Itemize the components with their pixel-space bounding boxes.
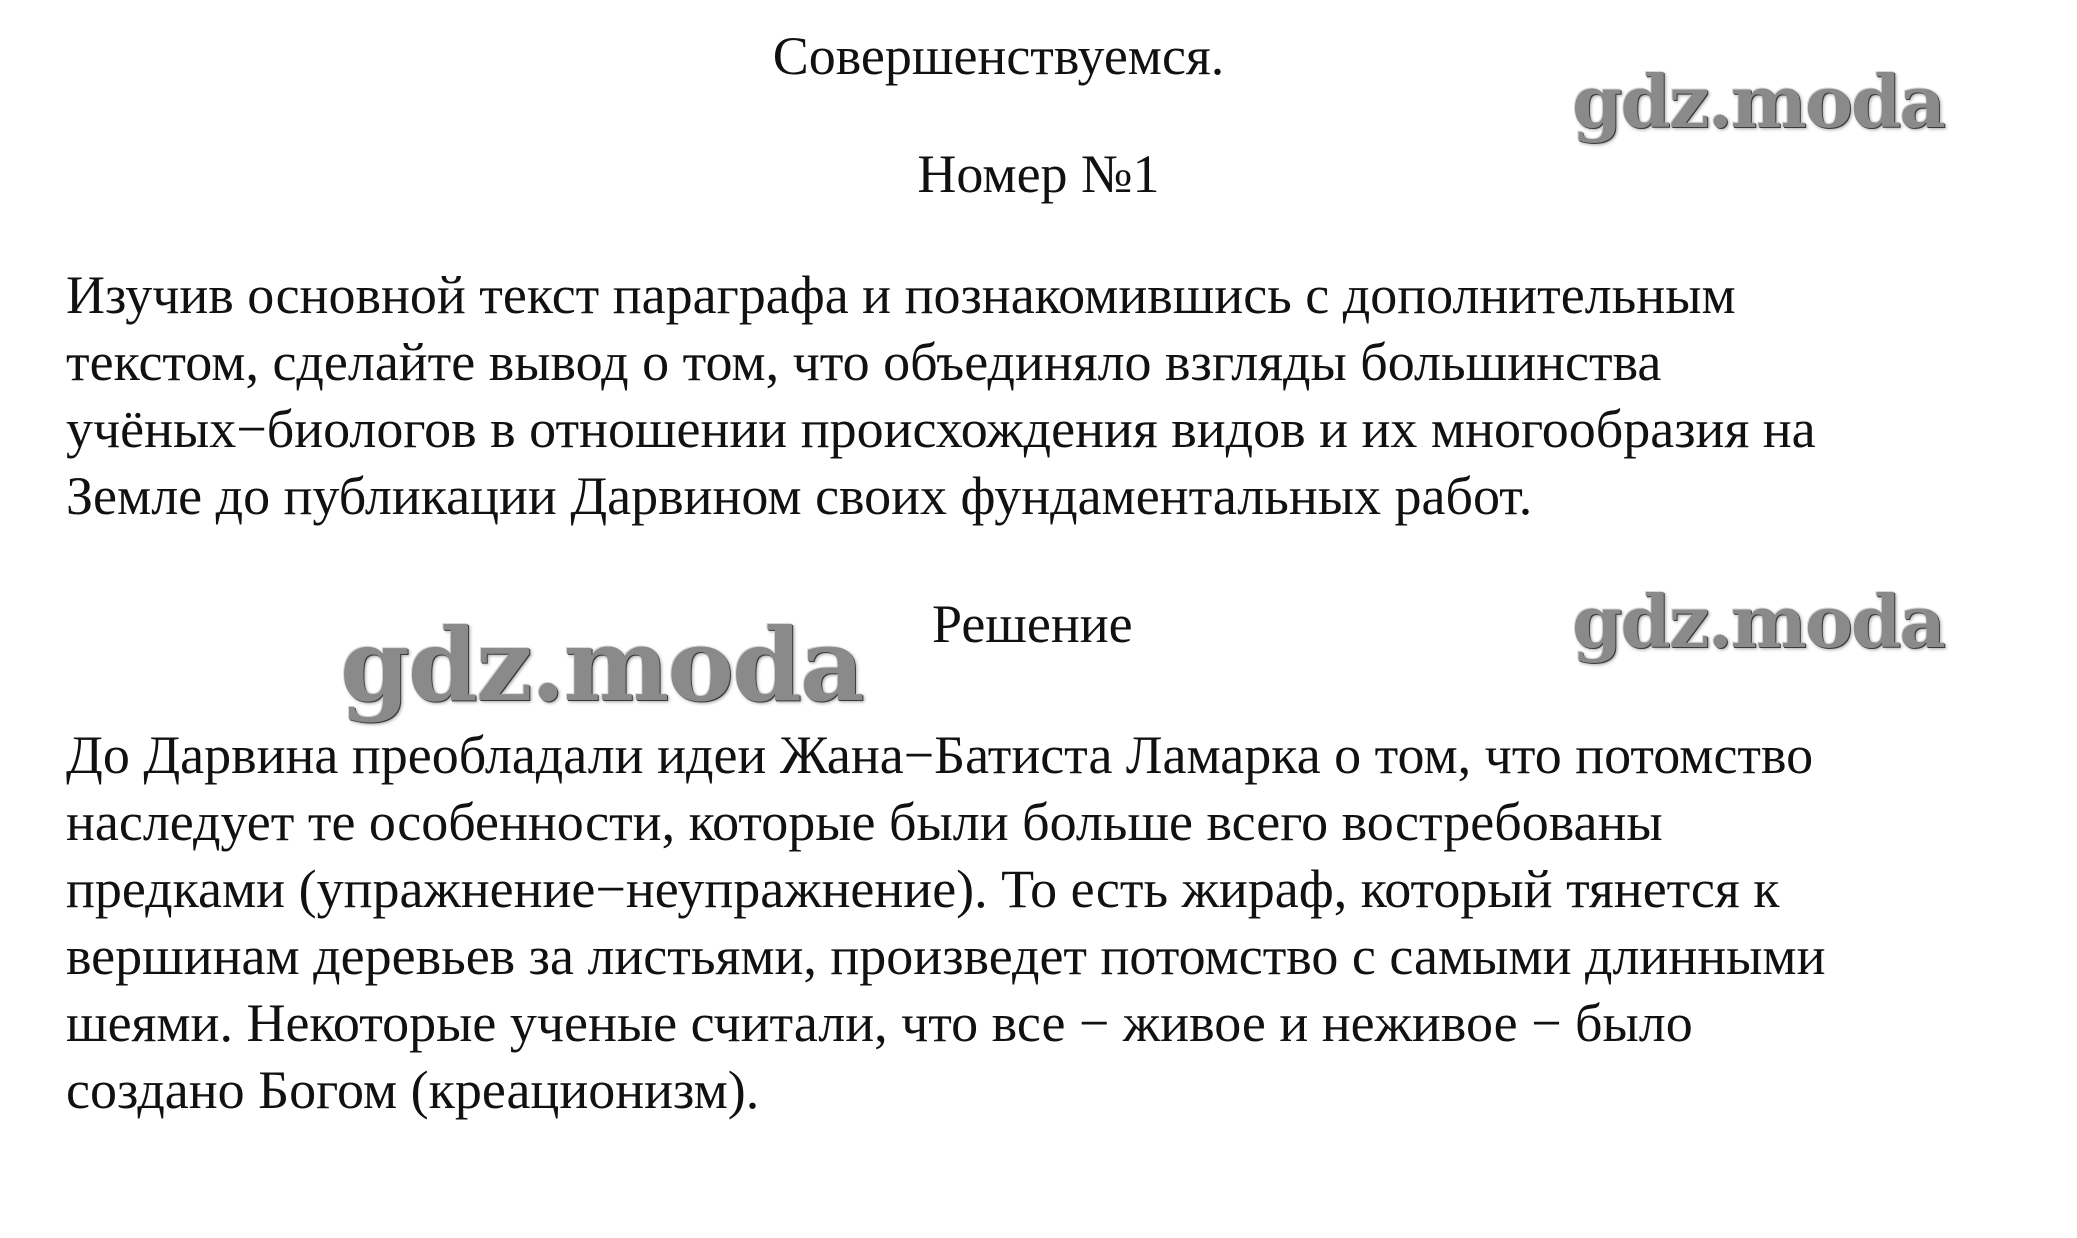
solution-line: вершинам деревьев за листьями, произведет потомство с самыми длинными <box>66 926 1826 986</box>
question-line: Изучив основной текст параграфа и познакомившись с дополнительным <box>66 265 1736 325</box>
watermark-logo: gdz.moda <box>340 606 863 724</box>
solution-line: предками (упражнение−неупражнение). То есть жираф, который тянется к <box>66 859 1780 919</box>
watermark-logo: gdz.moda <box>1572 59 1944 144</box>
task-number-title: Номер №1 <box>917 144 1160 204</box>
watermark-logo: gdz.moda <box>1572 579 1944 664</box>
section-title: Совершенствуемся. <box>772 26 1225 86</box>
question-line: Земле до публикации Дарвином своих фундаментальных работ. <box>66 466 1533 526</box>
solution-heading: Решение <box>932 594 1133 654</box>
solution-line: создано Богом (креационизм). <box>66 1060 760 1120</box>
question-line: текстом, сделайте вывод о том, что объединяло взгляды большинства <box>66 332 1662 392</box>
solution-line: наследует те особенности, которые были больше всего востребованы <box>66 792 1663 852</box>
question-line: учёных−биологов в отношении происхождения видов и их многообразия на <box>66 399 1816 459</box>
solution-line: До Дарвина преобладали идеи Жана−Батиста Ламарка о том, что потомство <box>66 725 1814 785</box>
solution-line: шеями. Некоторые ученые считали, что все − живое и неживое − было <box>66 993 1693 1053</box>
